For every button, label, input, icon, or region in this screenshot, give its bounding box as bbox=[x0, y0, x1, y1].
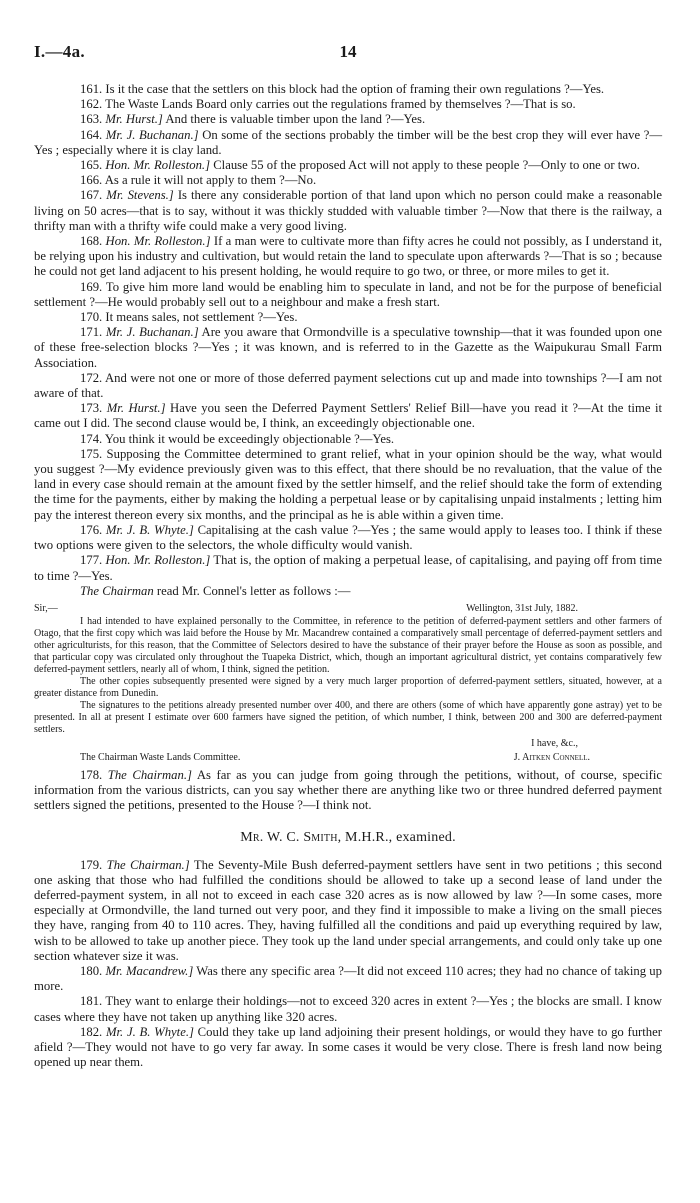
speaker-label: Mr. J. B. Whyte.] bbox=[105, 522, 194, 537]
question-text: The Seventy-Mile Bush deferred-payment settlers have sent in two petitions ; this second one asking that those who had fulfilled the conditions should be allowed to take up a second lease of land under the deferred-payment system, in all not to exceed in each case 320 acres as is now allowed by law ?—In some cases, more especially at Ormondville, the land turned out very poor, and they find it impossible to make a living on the small pieces they have, ranging from 40 to 110 acres. They, having fulfilled all the conditions and paid up everything required by law, wish to be allowed to take up another piece. They took up the land under special arrangements, and could only take up one section whatever size it was. bbox=[34, 857, 663, 963]
question-paragraph bbox=[34, 280, 662, 310]
question-number: 171. bbox=[80, 325, 103, 340]
question-paragraph bbox=[34, 188, 662, 234]
question-text: Have you seen the Deferred Payment Settlers' Relief Bill—have you read it ?—At the time it came out I did. The second clause would be, I think, an exceedingly objectionable one. bbox=[34, 401, 663, 431]
question-paragraph bbox=[34, 82, 662, 97]
chairman-intro-text: read Mr. Connel's letter as follows :— bbox=[156, 583, 351, 598]
speaker-label: Mr. J. Buchanan.] bbox=[105, 325, 199, 340]
question-number: 169. bbox=[80, 279, 103, 294]
question-paragraph bbox=[34, 112, 662, 127]
question-text: Could they take up land adjoining their present holdings, or would they have to go further afield ?—They would not have to go very far away. In some cases it would be very close. There is fresh land now being opened up near them. bbox=[34, 1024, 663, 1070]
question-paragraph bbox=[34, 858, 662, 964]
questions-179-182 bbox=[34, 858, 662, 1071]
question-text: And were not one or more of those deferred payment selections cut up and made into townships ?—I am not aware of that. bbox=[34, 370, 662, 401]
letter-closing: I have, &c., bbox=[531, 737, 578, 749]
witness-heading bbox=[34, 830, 662, 846]
question-number: 182. bbox=[80, 1024, 103, 1039]
question-paragraph bbox=[34, 371, 662, 401]
question-paragraph bbox=[34, 523, 662, 553]
question-text: You think it would be exceedingly objectionable ?—Yes. bbox=[104, 431, 395, 446]
question-text: On some of the sections probably the timber will be the best crop they will ever have ?—Yes ; especially where it is clay land. bbox=[34, 127, 663, 157]
question-paragraph bbox=[34, 1025, 662, 1071]
question-paragraph bbox=[34, 447, 662, 523]
question-text: Is there any considerable portion of that land upon which no person could make a reasonable living on 50 acres—that is to say, without it was thickly studded with valuable timber ?—Now that there is the railway, a thrifty man with a thrifty wife could make a very good living. bbox=[34, 188, 663, 233]
document-page bbox=[34, 38, 662, 1070]
witness-examined: examined. bbox=[396, 829, 456, 845]
question-number: 164. bbox=[80, 127, 103, 142]
question-number: 179. bbox=[80, 857, 103, 872]
question-text: The Waste Lands Board only carries out the regulations framed by themselves ?—That is so. bbox=[105, 97, 576, 112]
question-text: Are you aware that Ormondville is a speculative township—that it was founded upon one of these free-selection blocks ?—Yes ; it was known, and is referred to in the Gazette as the Waipukurau Small Farm Association. bbox=[34, 325, 662, 370]
question-paragraph bbox=[34, 432, 662, 447]
question-paragraph bbox=[34, 401, 662, 431]
question-paragraph bbox=[34, 964, 662, 994]
question-text: And there is valuable timber upon the land ?—Yes. bbox=[165, 112, 426, 127]
question-text: Was there any specific area ?—It did not exceed 110 acres; they had no chance of taking up more. bbox=[34, 963, 662, 994]
question-number: 166. bbox=[80, 173, 103, 188]
speaker-label: The Chairman.] bbox=[107, 767, 192, 782]
letter-addressee: The Chairman Waste Lands Committee. bbox=[80, 751, 241, 763]
question-number: 162. bbox=[80, 97, 103, 112]
question-paragraph bbox=[34, 325, 662, 371]
question-number: 170. bbox=[80, 310, 103, 325]
question-text: Clause 55 of the proposed Act will not apply to these people ?—Only to one or two. bbox=[213, 158, 640, 173]
speaker-label: Mr. Hurst.] bbox=[105, 112, 163, 127]
question-number: 180. bbox=[80, 963, 103, 978]
question-paragraph bbox=[34, 234, 662, 280]
questions-161-177 bbox=[34, 82, 662, 584]
question-paragraph bbox=[34, 97, 662, 112]
question-number: 177. bbox=[80, 553, 103, 568]
question-number: 181. bbox=[80, 994, 103, 1009]
question-number: 174. bbox=[80, 431, 103, 446]
letter-header bbox=[34, 603, 662, 615]
witness-name: Mr. W. C. Smith, M.H.R., bbox=[240, 829, 393, 845]
question-text: Supposing the Committee determined to grant relief, what in your opinion should be the way, what would you suggest ?—My evidence previously given was to this effect, that there should be no revaluation, that the value of the land in every case should remain at the amount fixed by the settler himself, and the relief should take the form of extending the time for the payments, either by making the holding a perpetual lease or by capitalising unpaid instalments ; letting him pay the interest thereon every six months, and the principal as he is able within a given time. bbox=[34, 446, 663, 522]
question-text: As a rule it will not apply to them ?—No. bbox=[104, 173, 317, 188]
speaker-label: Hon. Mr. Rolleston.] bbox=[105, 158, 211, 173]
question-paragraph bbox=[34, 128, 662, 158]
speaker-label: The Chairman.] bbox=[106, 857, 190, 872]
question-number: 172. bbox=[80, 370, 103, 385]
question-text: As far as you can judge from going through the petitions, without, of course, specific information from the various districts, can you say whether there are anything like two or three hundred deferred payment settlers signed the petitions, presented to the House ?—I think not. bbox=[34, 767, 662, 813]
question-number: 168. bbox=[80, 234, 103, 249]
speaker-label: Mr. Macandrew.] bbox=[105, 963, 194, 978]
question-paragraph bbox=[34, 310, 662, 325]
letter-paragraph: The signatures to the petitions already presented number over 400, and there are others (some of which have apparently gone astray) yet to be presented. In all at present I estimate over 600 farmers have signed the petition, of which number, I think, between 200 and 300 are deferred-payment settlers. bbox=[34, 699, 662, 735]
question-paragraph bbox=[34, 994, 662, 1024]
letter-paragraph: The other copies subsequently presented were signed by a very much larger proportion of deferred-payment settlers, situated, however, at a greater distance from Dunedin. bbox=[34, 675, 662, 699]
connell-letter bbox=[34, 603, 662, 764]
speaker-label: Hon. Mr. Rolleston.] bbox=[105, 234, 211, 249]
question-paragraph bbox=[34, 553, 662, 583]
page-header bbox=[34, 38, 662, 68]
question-number: 165. bbox=[80, 158, 103, 173]
question-text: To give him more land would be enabling him to speculate in land, and not be for the purpose of beneficial settlement ?—He would probably sell out to a neighbour and make a fresh start. bbox=[34, 279, 662, 309]
speaker-label: Mr. Stevens.] bbox=[106, 188, 174, 203]
document-body bbox=[34, 82, 662, 1070]
letter-sign-row bbox=[34, 752, 662, 764]
question-paragraph bbox=[34, 158, 662, 173]
question-number: 175. bbox=[80, 446, 103, 461]
question-number: 167. bbox=[80, 188, 103, 203]
question-text: That is, the option of making a perpetual lease, of capitalising, and paying off from time to time ?—Yes. bbox=[34, 553, 662, 583]
speaker-label: Hon. Mr. Rolleston.] bbox=[105, 553, 211, 568]
question-text: If a man were to cultivate more than fifty acres he could not possibly, as I understand it, be relying upon his industry and cultivation, but would retain the land to speculate upon afterwards ?—That is so ; because he could not get land adjacent to his present holding, he would require to go two, or three, or more miles to get it. bbox=[34, 234, 663, 279]
question-paragraph bbox=[34, 173, 662, 188]
chairman-label: The Chairman bbox=[80, 583, 154, 598]
question-text: It means sales, not settlement ?—Yes. bbox=[105, 310, 298, 325]
question-178 bbox=[34, 768, 662, 814]
question-paragraph bbox=[34, 768, 662, 814]
document-reference: I.—4a. bbox=[34, 42, 85, 61]
letter-salutation: Sir,— bbox=[34, 602, 58, 614]
speaker-label: Mr. J. B. Whyte.] bbox=[105, 1024, 194, 1039]
chairman-intro bbox=[34, 584, 662, 599]
speaker-label: Mr. Hurst.] bbox=[106, 401, 166, 416]
letter-signature: J. Aitken Connell. bbox=[513, 751, 590, 763]
speaker-label: Mr. J. Buchanan.] bbox=[105, 127, 199, 142]
letter-place-date: Wellington, 31st July, 1882. bbox=[466, 602, 578, 614]
question-number: 178. bbox=[80, 767, 103, 782]
question-number: 173. bbox=[80, 401, 103, 416]
question-number: 161. bbox=[80, 82, 103, 96]
question-text: Is it the case that the settlers on this block had the option of framing their own regulations ?—Yes. bbox=[105, 82, 605, 96]
page-number: 14 bbox=[339, 42, 357, 61]
question-number: 163. bbox=[80, 112, 103, 127]
letter-paragraph: I had intended to have explained personally to the Committee, in reference to the petition of deferred-payment settlers and other farmers of Otago, that the first copy which was laid before the House by Mr. Macandrew contained a comparatively small percentage of deferred-payment settlers and other agriculturists, for this reason, that the Committee of Selectors desired to have the substance of their prayer before the House as soon as possible, and that particular copy was circulated only throughout the Tuapeka District, which, though an important agricultural district, yet contains comparatively few deferred-payment settlers, nearly all of whom, I think, signed the petition. bbox=[34, 615, 662, 675]
question-text: Capitalising at the cash value ?—Yes ; the same would apply to leases too. I think if these two options were given to the selectors, the whole difficulty would vanish. bbox=[34, 522, 663, 553]
question-text: They want to enlarge their holdings—not to exceed 320 acres in extent ?—Yes ; the blocks are small. I know cases where they have not taken up anything like 320 acres. bbox=[34, 994, 662, 1024]
question-number: 176. bbox=[80, 522, 103, 537]
